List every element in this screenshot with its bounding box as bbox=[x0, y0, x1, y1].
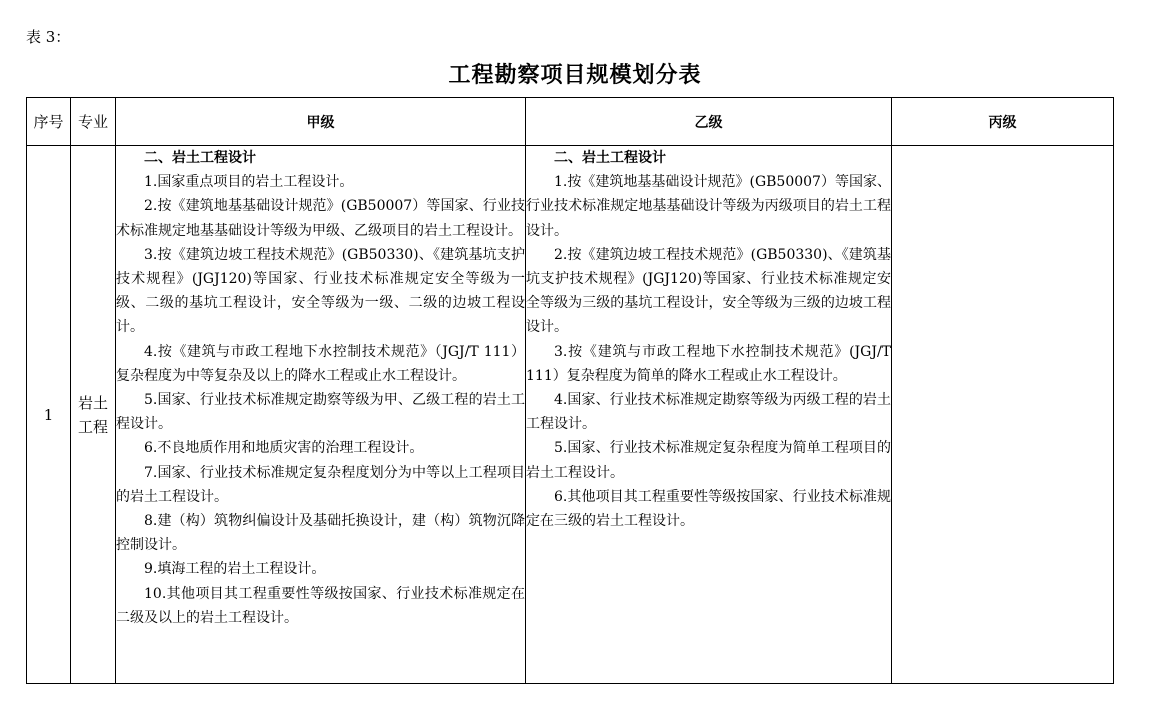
header-grade-a: 甲级 bbox=[116, 98, 526, 146]
grade-a-item: 5.国家、行业技术标准规定勘察等级为甲、乙级工程的岩土工程设计。 bbox=[116, 392, 525, 433]
cell-grade-a bbox=[116, 146, 526, 684]
grade-a-item: 3.按《建筑边坡工程技术规范》(GB50330)、《建筑基坑支护技术规程》(JGJ120)等国家、行业技术标准规定安全等级为一级、二级的基坑工程设计，安全等级为一级、二级的边坡工程设计。 bbox=[116, 246, 525, 336]
grade-a-item: 10.其他项目其工程重要性等级按国家、行业技术标准规定在二级及以上的岩土工程设计。 bbox=[116, 585, 525, 626]
grade-a-item: 2.按《建筑地基基础设计规范》(GB50007）等国家、行业技术标准规定地基基础设计等级为甲级、乙级项目的岩土工程设计。 bbox=[116, 198, 525, 239]
grade-a-item: 8.建（构）筑物纠偏设计及基础托换设计，建（构）筑物沉降控制设计。 bbox=[116, 513, 525, 554]
header-seq: 序号 bbox=[27, 98, 71, 146]
grade-a-section-title: 二、岩土工程设计 bbox=[144, 150, 256, 166]
grade-a-item: 6.不良地质作用和地质灾害的治理工程设计。 bbox=[144, 440, 424, 457]
grade-b-item: 3.按《建筑与市政工程地下水控制技术规范》(JGJ/T 111）复杂程度为简单的降水工程或止水工程设计。 bbox=[526, 343, 891, 384]
page-title: 工程勘察项目规模划分表 bbox=[448, 63, 702, 88]
grade-b-item: 1.按《建筑地基基础设计规范》(GB50007）等国家、行业技术标准规定地基基础设计等级为丙级项目的岩土工程设计。 bbox=[526, 174, 891, 239]
table-header-row bbox=[27, 98, 1114, 146]
scale-classification-table bbox=[26, 97, 1114, 684]
table-label: 表 3： bbox=[26, 28, 71, 46]
header-grade-b: 乙级 bbox=[526, 98, 892, 146]
header-grade-c: 丙级 bbox=[892, 98, 1114, 146]
grade-a-item: 9.填海工程的岩土工程设计。 bbox=[144, 561, 326, 578]
grade-a-item: 4.按《建筑与市政工程地下水控制技术规范》（JGJ/T 111）复杂程度为中等复杂及以上的降水工程或止水工程设计。 bbox=[116, 343, 525, 384]
cell-major: 岩土工程 bbox=[71, 146, 116, 684]
cell-seq: 1 bbox=[27, 146, 71, 684]
grade-b-item: 6.其他项目其工程重要性等级按国家、行业技术标准规定在三级的岩土工程设计。 bbox=[526, 488, 891, 530]
grade-b-item: 4.国家、行业技术标准规定勘察等级为丙级工程的岩土工程设计。 bbox=[526, 392, 891, 433]
grade-a-item: 7.国家、行业技术标准规定复杂程度划分为中等以上工程项目的岩土工程设计。 bbox=[116, 464, 525, 505]
grade-b-section-title: 二、岩土工程设计 bbox=[554, 150, 666, 166]
cell-grade-b bbox=[526, 146, 892, 684]
grade-b-item: 5.国家、行业技术标准规定复杂程度为简单工程项目的岩土工程设计。 bbox=[526, 440, 891, 481]
table-row bbox=[27, 146, 1114, 684]
cell-grade-c bbox=[892, 146, 1114, 684]
grade-b-item: 2.按《建筑边坡工程技术规范》(GB50330)、《建筑基坑支护技术规程》(JGJ120)等国家、行业技术标准规定安全等级为三级的基坑工程设计，安全等级为三级的边坡工程设计。 bbox=[526, 246, 891, 336]
grade-a-item: 1.国家重点项目的岩土工程设计。 bbox=[144, 174, 354, 191]
header-major: 专业 bbox=[71, 98, 116, 146]
